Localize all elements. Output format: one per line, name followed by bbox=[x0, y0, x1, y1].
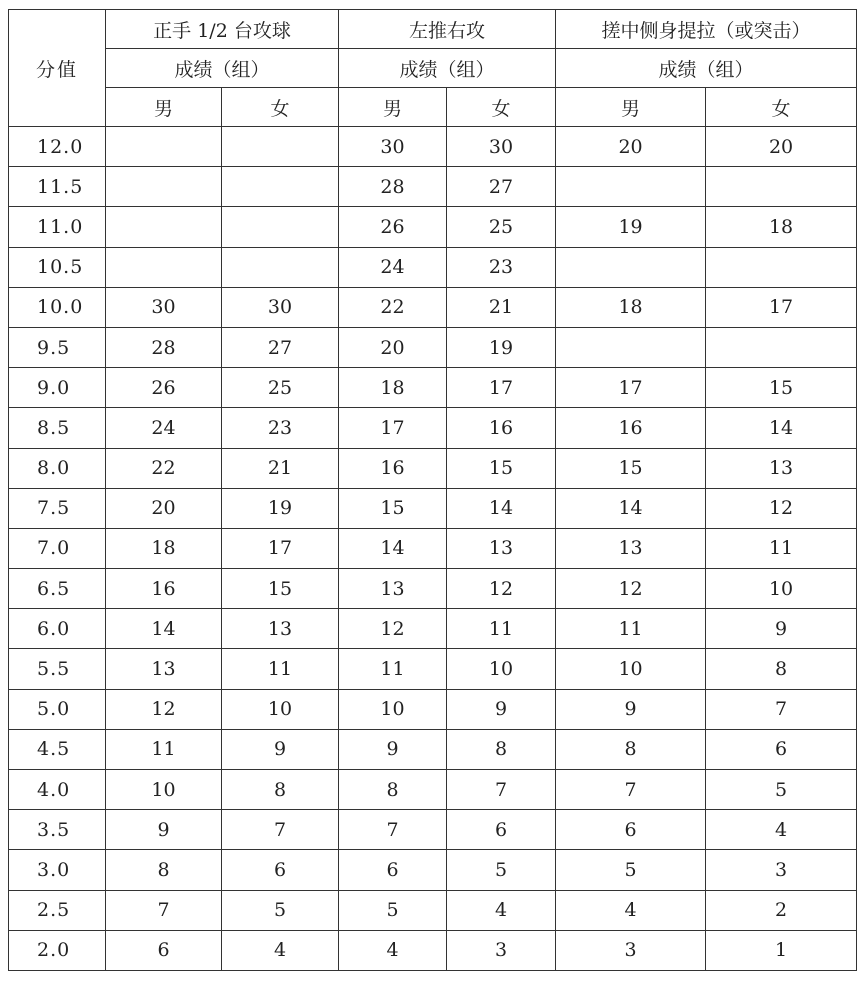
push-attack-male-cell: 7 bbox=[339, 810, 447, 850]
chop-loop-female-cell bbox=[706, 247, 857, 287]
score-cell: 7.5 bbox=[9, 488, 106, 528]
forehand-female-cell bbox=[222, 207, 339, 247]
table-row bbox=[9, 609, 857, 649]
push-attack-male-cell: 15 bbox=[339, 488, 447, 528]
table-row bbox=[9, 448, 857, 488]
chop-loop-male-cell: 4 bbox=[556, 890, 706, 930]
forehand-female-cell: 11 bbox=[222, 649, 339, 689]
table-row bbox=[9, 930, 857, 970]
chop-loop-male-cell bbox=[556, 167, 706, 207]
forehand-female-cell: 9 bbox=[222, 729, 339, 769]
chop-loop-female-cell: 3 bbox=[706, 850, 857, 890]
forehand-female-cell: 13 bbox=[222, 609, 339, 649]
table-row bbox=[9, 649, 857, 689]
push-attack-male-cell: 12 bbox=[339, 609, 447, 649]
push-attack-female-cell: 10 bbox=[447, 649, 556, 689]
chop-loop-male-cell: 9 bbox=[556, 689, 706, 729]
table-row bbox=[9, 528, 857, 568]
push-attack-female-cell: 19 bbox=[447, 327, 556, 367]
score-cell: 11.0 bbox=[9, 207, 106, 247]
score-cell: 11.5 bbox=[9, 167, 106, 207]
chop-loop-female-cell: 8 bbox=[706, 649, 857, 689]
score-cell: 5.0 bbox=[9, 689, 106, 729]
chop-loop-male-cell: 11 bbox=[556, 609, 706, 649]
forehand-female-cell: 21 bbox=[222, 448, 339, 488]
forehand-female-cell: 15 bbox=[222, 569, 339, 609]
push-attack-male-cell: 10 bbox=[339, 689, 447, 729]
forehand-male-cell: 24 bbox=[106, 408, 222, 448]
forehand-male-cell: 11 bbox=[106, 729, 222, 769]
forehand-female-cell: 4 bbox=[222, 930, 339, 970]
chop-loop-female-cell: 13 bbox=[706, 448, 857, 488]
forehand-male-cell: 12 bbox=[106, 689, 222, 729]
score-cell: 2.0 bbox=[9, 930, 106, 970]
push-attack-male-cell: 16 bbox=[339, 448, 447, 488]
score-cell: 10.0 bbox=[9, 287, 106, 327]
push-attack-female-cell: 3 bbox=[447, 930, 556, 970]
push-attack-female-cell: 14 bbox=[447, 488, 556, 528]
push-attack-female-cell: 7 bbox=[447, 770, 556, 810]
chop-loop-male-cell: 10 bbox=[556, 649, 706, 689]
chop-loop-female-cell: 15 bbox=[706, 368, 857, 408]
score-cell: 12.0 bbox=[9, 127, 106, 167]
forehand-male-cell: 20 bbox=[106, 488, 222, 528]
forehand-male-cell: 16 bbox=[106, 569, 222, 609]
forehand-female-cell: 23 bbox=[222, 408, 339, 448]
table-row bbox=[9, 850, 857, 890]
table-row bbox=[9, 247, 857, 287]
push-attack-female-cell: 27 bbox=[447, 167, 556, 207]
table-row bbox=[9, 569, 857, 609]
forehand-female-cell: 19 bbox=[222, 488, 339, 528]
forehand-male-cell: 9 bbox=[106, 810, 222, 850]
chop-loop-male-cell: 19 bbox=[556, 207, 706, 247]
chop-loop-female-cell: 17 bbox=[706, 287, 857, 327]
score-cell: 6.0 bbox=[9, 609, 106, 649]
chop-loop-female-cell: 7 bbox=[706, 689, 857, 729]
forehand-male-cell: 30 bbox=[106, 287, 222, 327]
table-row bbox=[9, 770, 857, 810]
push-attack-female-cell: 9 bbox=[447, 689, 556, 729]
table-row bbox=[9, 729, 857, 769]
forehand-male-cell: 14 bbox=[106, 609, 222, 649]
chop-loop-female-cell: 5 bbox=[706, 770, 857, 810]
table-row bbox=[9, 890, 857, 930]
forehand-female-cell: 17 bbox=[222, 528, 339, 568]
forehand-female-cell: 10 bbox=[222, 689, 339, 729]
forehand-male-cell bbox=[106, 127, 222, 167]
chop-loop-male-cell: 17 bbox=[556, 368, 706, 408]
push-attack-female-cell: 6 bbox=[447, 810, 556, 850]
forehand-male-cell: 22 bbox=[106, 448, 222, 488]
score-cell: 8.5 bbox=[9, 408, 106, 448]
gender-label-female: 女 bbox=[447, 88, 556, 127]
forehand-male-cell: 7 bbox=[106, 890, 222, 930]
gender-label-male: 男 bbox=[106, 88, 222, 127]
score-cell: 9.5 bbox=[9, 327, 106, 367]
push-attack-male-cell: 6 bbox=[339, 850, 447, 890]
forehand-female-cell: 6 bbox=[222, 850, 339, 890]
push-attack-male-cell: 14 bbox=[339, 528, 447, 568]
event-header-push-attack: 左推右攻 bbox=[339, 10, 556, 49]
push-attack-male-cell: 5 bbox=[339, 890, 447, 930]
table-row bbox=[9, 408, 857, 448]
push-attack-female-cell: 17 bbox=[447, 368, 556, 408]
push-attack-male-cell: 17 bbox=[339, 408, 447, 448]
forehand-female-cell bbox=[222, 167, 339, 207]
score-header: 分值 bbox=[9, 10, 106, 127]
table-row bbox=[9, 689, 857, 729]
forehand-male-cell: 28 bbox=[106, 327, 222, 367]
chop-loop-female-cell bbox=[706, 327, 857, 367]
push-attack-female-cell: 5 bbox=[447, 850, 556, 890]
forehand-male-cell bbox=[106, 207, 222, 247]
forehand-female-cell: 30 bbox=[222, 287, 339, 327]
gender-label-female: 女 bbox=[222, 88, 339, 127]
table-body bbox=[9, 127, 857, 971]
push-attack-male-cell: 20 bbox=[339, 327, 447, 367]
push-attack-female-cell: 12 bbox=[447, 569, 556, 609]
forehand-male-cell bbox=[106, 247, 222, 287]
result-label: 成绩（组） bbox=[556, 49, 857, 88]
score-cell: 4.5 bbox=[9, 729, 106, 769]
push-attack-male-cell: 26 bbox=[339, 207, 447, 247]
forehand-female-cell: 7 bbox=[222, 810, 339, 850]
score-cell: 8.0 bbox=[9, 448, 106, 488]
chop-loop-male-cell: 15 bbox=[556, 448, 706, 488]
chop-loop-female-cell: 1 bbox=[706, 930, 857, 970]
chop-loop-female-cell: 2 bbox=[706, 890, 857, 930]
chop-loop-male-cell bbox=[556, 327, 706, 367]
push-attack-male-cell: 30 bbox=[339, 127, 447, 167]
chop-loop-male-cell: 6 bbox=[556, 810, 706, 850]
score-cell: 6.5 bbox=[9, 569, 106, 609]
push-attack-male-cell: 4 bbox=[339, 930, 447, 970]
push-attack-female-cell: 8 bbox=[447, 729, 556, 769]
forehand-male-cell: 18 bbox=[106, 528, 222, 568]
chop-loop-male-cell: 14 bbox=[556, 488, 706, 528]
event-header-chop-loop: 搓中侧身提拉（或突击） bbox=[556, 10, 857, 49]
push-attack-female-cell: 11 bbox=[447, 609, 556, 649]
chop-loop-male-cell: 3 bbox=[556, 930, 706, 970]
push-attack-male-cell: 28 bbox=[339, 167, 447, 207]
forehand-female-cell: 27 bbox=[222, 327, 339, 367]
chop-loop-male-cell: 20 bbox=[556, 127, 706, 167]
chop-loop-female-cell: 6 bbox=[706, 729, 857, 769]
chop-loop-male-cell: 7 bbox=[556, 770, 706, 810]
forehand-female-cell: 5 bbox=[222, 890, 339, 930]
forehand-male-cell: 6 bbox=[106, 930, 222, 970]
chop-loop-female-cell: 4 bbox=[706, 810, 857, 850]
forehand-male-cell bbox=[106, 167, 222, 207]
chop-loop-male-cell bbox=[556, 247, 706, 287]
chop-loop-female-cell bbox=[706, 167, 857, 207]
table-row bbox=[9, 127, 857, 167]
score-cell: 3.5 bbox=[9, 810, 106, 850]
push-attack-female-cell: 23 bbox=[447, 247, 556, 287]
forehand-male-cell: 8 bbox=[106, 850, 222, 890]
forehand-female-cell: 25 bbox=[222, 368, 339, 408]
push-attack-female-cell: 16 bbox=[447, 408, 556, 448]
gender-label-male: 男 bbox=[556, 88, 706, 127]
chop-loop-male-cell: 16 bbox=[556, 408, 706, 448]
chop-loop-female-cell: 12 bbox=[706, 488, 857, 528]
forehand-female-cell bbox=[222, 247, 339, 287]
scoring-table bbox=[8, 9, 857, 971]
push-attack-male-cell: 18 bbox=[339, 368, 447, 408]
result-label: 成绩（组） bbox=[106, 49, 339, 88]
table-row bbox=[9, 207, 857, 247]
push-attack-female-cell: 30 bbox=[447, 127, 556, 167]
score-cell: 2.5 bbox=[9, 890, 106, 930]
score-cell: 9.0 bbox=[9, 368, 106, 408]
forehand-male-cell: 10 bbox=[106, 770, 222, 810]
chop-loop-male-cell: 18 bbox=[556, 287, 706, 327]
forehand-male-cell: 26 bbox=[106, 368, 222, 408]
chop-loop-male-cell: 13 bbox=[556, 528, 706, 568]
chop-loop-female-cell: 9 bbox=[706, 609, 857, 649]
gender-label-male: 男 bbox=[339, 88, 447, 127]
forehand-female-cell bbox=[222, 127, 339, 167]
gender-label-female: 女 bbox=[706, 88, 857, 127]
push-attack-male-cell: 8 bbox=[339, 770, 447, 810]
score-cell: 10.5 bbox=[9, 247, 106, 287]
chop-loop-female-cell: 10 bbox=[706, 569, 857, 609]
push-attack-female-cell: 13 bbox=[447, 528, 556, 568]
score-cell: 3.0 bbox=[9, 850, 106, 890]
table-row bbox=[9, 327, 857, 367]
chop-loop-female-cell: 18 bbox=[706, 207, 857, 247]
push-attack-male-cell: 9 bbox=[339, 729, 447, 769]
push-attack-female-cell: 15 bbox=[447, 448, 556, 488]
table-row bbox=[9, 167, 857, 207]
forehand-female-cell: 8 bbox=[222, 770, 339, 810]
push-attack-female-cell: 25 bbox=[447, 207, 556, 247]
score-cell: 7.0 bbox=[9, 528, 106, 568]
score-cell: 4.0 bbox=[9, 770, 106, 810]
push-attack-male-cell: 13 bbox=[339, 569, 447, 609]
chop-loop-male-cell: 8 bbox=[556, 729, 706, 769]
push-attack-male-cell: 11 bbox=[339, 649, 447, 689]
table-row bbox=[9, 810, 857, 850]
event-header-forehand: 正手 1/2 台攻球 bbox=[106, 10, 339, 49]
push-attack-female-cell: 21 bbox=[447, 287, 556, 327]
table-row bbox=[9, 488, 857, 528]
push-attack-male-cell: 22 bbox=[339, 287, 447, 327]
forehand-male-cell: 13 bbox=[106, 649, 222, 689]
push-attack-female-cell: 4 bbox=[447, 890, 556, 930]
table-row bbox=[9, 368, 857, 408]
table-row bbox=[9, 287, 857, 327]
result-label: 成绩（组） bbox=[339, 49, 556, 88]
chop-loop-female-cell: 20 bbox=[706, 127, 857, 167]
chop-loop-male-cell: 12 bbox=[556, 569, 706, 609]
chop-loop-female-cell: 14 bbox=[706, 408, 857, 448]
score-cell: 5.5 bbox=[9, 649, 106, 689]
chop-loop-male-cell: 5 bbox=[556, 850, 706, 890]
push-attack-male-cell: 24 bbox=[339, 247, 447, 287]
chop-loop-female-cell: 11 bbox=[706, 528, 857, 568]
